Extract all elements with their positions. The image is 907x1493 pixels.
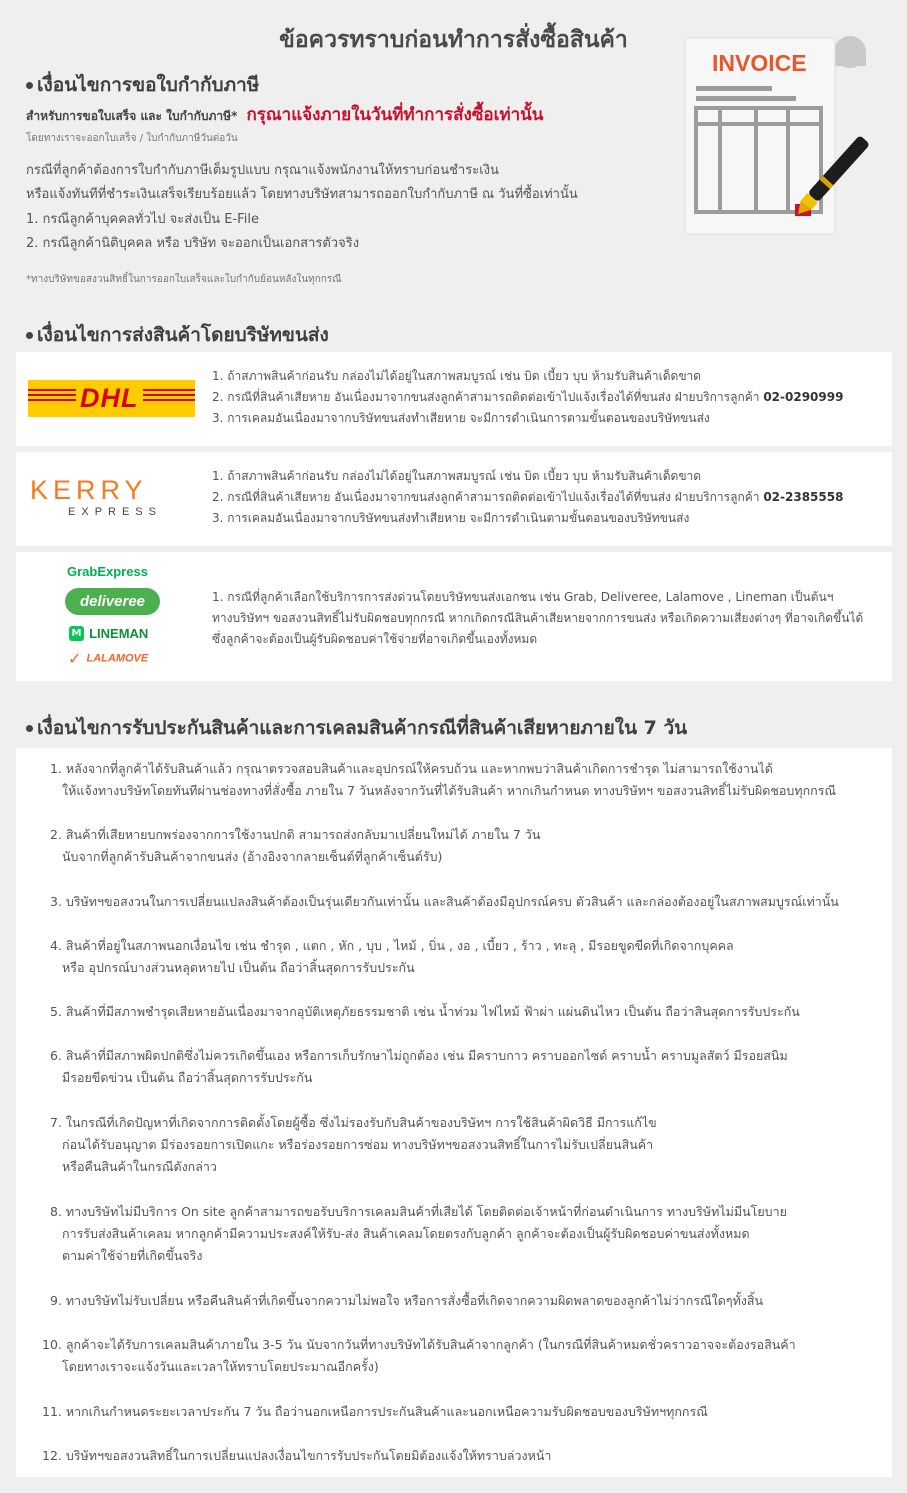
- tax-footnote: *ทางบริษัทขอสงวนสิทธิ์ในการออกใบเสร็จและใบกำกับย้อนหลังในทุกกรณี: [26, 274, 342, 285]
- carrier-line: 1. ถ้าสภาพสินค้าก่อนรับ กล่องไม่ได้อยู่ในสภาพสมบูรณ์ เช่น บิด เบี้ยว บุบ ห้ามรับสินค้าเด็ดขาด: [212, 469, 702, 483]
- carrier-line: 2. กรณีที่สินค้าเสียหาย อันเนื่องมาจากขนส่งลูกค้าสามารถติดต่อเข้าไปแจ้งเรื่องได้ที่ขนส่ง ฝ่ายบริการลูกค้า 02-2385558: [212, 490, 844, 504]
- bullet-dot: [26, 332, 33, 339]
- deliveree-logo: deliveree: [65, 588, 160, 615]
- tax-invoice-sub-note: โดยทางเราจะออกใบเสร็จ / ใบกำกับภาษีวันต่อวัน: [26, 133, 238, 144]
- shipping-heading: เงื่อนไขการส่งสินค้าโดยบริษัทขนส่ง: [26, 320, 329, 350]
- warranty-item: 3. บริษัทฯขอสงวนในการเปลี่ยนแปลงสินค้าต้องเป็นรุ่นเดียวกันเท่านั้น และสินค้าต้องมีอุปกรณ์ครบ ตัวสินค้า และกล่องต้องอยู่ในสภาพสมบูรณ์เท่านั้น: [50, 894, 839, 909]
- kerry-logo: [30, 476, 200, 518]
- warranty-item: 4. สินค้าที่อยู่ในสภาพนอกเงื่อนไข เช่น ชำรุด , แตก , หัก , บุบ , ไหม้ , บิ่น , งอ , เบี้ยว , ร้าว , ทะลุ , มีรอยขูดขีดที่เกิดจากบุคคล หรือ อุปกรณ์บางส่วนหลุดหายไป เป็นต้น ถือว่าสิ้นสุดการรับประกัน: [50, 938, 734, 975]
- invoice-label: INVOICE: [712, 50, 807, 76]
- tax-body-line: กรณีที่ลูกค้าต้องการใบกำกับภาษีเต็มรูปแบบ กรุณาแจ้งพนักงานให้ทราบก่อนชำระเงิน: [26, 163, 499, 178]
- dhl-logo: [28, 380, 195, 417]
- warranty-card: [16, 748, 892, 1477]
- lineman-icon: M: [69, 626, 84, 641]
- kerry-logo-sub: EXPRESS: [68, 506, 162, 518]
- invoice-illustration: [680, 34, 880, 239]
- request-label: สำหรับการขอใบเสร็จ และ ใบกำกับภาษี*: [26, 109, 238, 123]
- tax-body-line: 1. กรณีลูกค้าบุคคลทั่วไป จะส่งเป็น E-File: [26, 212, 259, 227]
- bullet-dot: [26, 82, 33, 89]
- kerry-phone: 02-2385558: [763, 490, 844, 504]
- carrier-card-kerry: [16, 452, 892, 546]
- carrier-line: 2. กรณีที่สินค้าเสียหาย อันเนื่องมาจากขนส่งลูกค้าสามารถติดต่อเข้าไปแจ้งเรื่องได้ที่ขนส่ง ฝ่ายบริการลูกค้า 02-0290999: [212, 390, 844, 404]
- warranty-item: 8. ทางบริษัทไม่มีบริการ On site ลูกค้าสามารถขอรับบริการเคลมสินค้าที่เสียได้ โดยติดต่อเจ้าหน้าที่ก่อนดำเนินการ ทางบริษัทไม่มีนโยบาย การรับส่งสินค้าเคลม หากลูกค้ามีความประสงค์ให้รับ-ส่ง สินค้าเคลมโดยตรงกับลูกค้า ลูกค้าจะต้องเป็นผู้รับผิดชอบค่าขนส่งทั้งหมด ตามค่าใช้จ่ายที่เกิดขึ้นจริง: [50, 1204, 787, 1263]
- lineman-logo: M LINEMAN: [69, 623, 148, 642]
- grabexpress-logo: GrabExpress: [67, 564, 148, 579]
- warranty-item: 10. ลูกค้าจะได้รับการเคลมสินค้าภายใน 3-5 วัน นับจากวันที่ทางบริษัทได้รับสินค้าจากลูกค้า (ในกรณีที่สินค้าหมดชั่วคราวอาจจะต้องรอสินค้า โดยทางเราจะแจ้งวันและเวลาให้ทราบโดยประมาณอีกครั้ง): [42, 1337, 796, 1374]
- lalamove-logo: ✓ LALAMOVE: [68, 649, 149, 668]
- warranty-item: 2. สินค้าที่เสียหายบกพร่องจากการใช้งานปกติ สามารถส่งกลับมาเปลี่ยนใหม่ได้ ภายใน 7 วัน นับจากที่ลูกค้ารับสินค้าจากขนส่ง (อ้างอิงจากลายเซ็นต์ที่ลูกค้าเซ็นต์รับ): [50, 827, 541, 864]
- dhl-logo-text: DHL: [76, 384, 143, 413]
- warranty-item: 9. ทางบริษัทไม่รับเปลี่ยน หรือคืนสินค้าที่เกิดขึ้นจากความไม่พอใจ หรือการสั่งซื้อที่เกิดจากความผิดพลาดของลูกค้าไม่ว่ากรณีใดๆทั้งสิ้น: [50, 1293, 764, 1308]
- warranty-item: 11. หากเกินกำหนดระยะเวลาประกัน 7 วัน ถือว่านอกเหนือการประกันสินค้าและนอกเหนือความรับผิดชอบของบริษัทฯทุกกรณี: [42, 1404, 708, 1419]
- dhl-phone: 02-0290999: [763, 390, 844, 404]
- tax-body-line: หรือแจ้งทันทีที่ชำระเงินเสร็จเรียบร้อยแล้ว โดยทางบริษัทสามารถออกใบกำกับภาษี ณ วันที่ซื้อเท่านั้น: [26, 187, 578, 202]
- bullet-dot: [26, 725, 33, 732]
- carrier-line: ซึ่งลูกค้าจะต้องเป็นผู้รับผิดชอบค่าใช้จ่ายที่อาจเกิดขึ้นเองทั้งหมด: [212, 632, 538, 646]
- tax-invoice-heading: เงื่อนไขการขอใบกำกับภาษี: [26, 70, 259, 100]
- warranty-heading: เงื่อนไขการรับประกันสินค้าและการเคลมสินค้ากรณีที่สินค้าเสียหายภายใน 7 วัน: [26, 713, 687, 743]
- carrier-card-dhl: [16, 352, 892, 446]
- warranty-item: 1. หลังจากที่ลูกค้าได้รับสินค้าแล้ว กรุณาตรวจสอบสินค้าและอุปกรณ์ให้ครบถ้วน และหากพบว่าสินค้าเกิดการชำรุด ไม่สามารถใช้งานได้ ให้แจ้งทางบริษัทโดยทันทีผ่านช่องทางที่สั่งซื้อ ภายใน 7 วันหลังจากวันที่ได้รับสินค้า หากเกินกำหนด ทางบริษัทฯ ขอสงวนสิทธิ์ไม่รับผิดชอบทุกกรณี: [50, 761, 837, 798]
- carrier-line: ทางบริษัทฯ ขอสงวนสิทธิ์ไม่รับผิดชอบทุกกรณี หากเกิดกรณีสินค้าเสียหายจากการขนส่ง หรือเกิดความเสี่ยงต่างๆ ที่อาจเกิดขึ้นได้: [212, 611, 864, 625]
- carrier-card-express: [16, 552, 892, 681]
- carrier-line: 1. ถ้าสภาพสินค้าก่อนรับ กล่องไม่ได้อยู่ในสภาพสมบูรณ์ เช่น บิด เบี้ยว บุบ ห้ามรับสินค้าเด็ดขาด: [212, 369, 702, 383]
- warranty-item: 6. สินค้าที่มีสภาพผิดปกติซึ่งไม่ควรเกิดขึ้นเอง หรือการเก็บรักษาไม่ถูกต้อง เช่น มีคราบกาว คราบออกไซด์ คราบน้ำ คราบมูลสัตว์ มีรอยสนิม มีรอยขีดข่วน เป็นต้น ถือว่าสิ้นสุดการรับประกัน: [50, 1048, 788, 1085]
- carrier-line: 3. การเคลมอันเนื่องมาจากบริษัทขนส่งทำเสียหาย จะมีการดำเนินตามขั้นตอนของบริษัทขนส่ง: [212, 511, 690, 525]
- kerry-logo-text: KERRY: [30, 475, 148, 505]
- warranty-item: 7. ในกรณีที่เกิดปัญหาที่เกิดจากการติดตั้งโดยผู้ซื้อ ซึ่งไม่รองรับกับสินค้าของบริษัทฯ การใช้สินค้าผิดวิธี มีการแก้ไข ก่อนได้รับอนุญาต มีร่องรอยการเปิดแกะ หรือร่องรอยการซ่อม ทางบริษัทฯขอสงวนสิทธิ์ในการไม่รับเปลี่ยนสินค้า หรือคืนสินค้าในกรณีดังกล่าว: [50, 1115, 657, 1174]
- page-title: ข้อควรทราบก่อนทำการสั่งซื้อสินค้า: [279, 27, 628, 53]
- warranty-item: 5. สินค้าที่มีสภาพชำรุดเสียหายอันเนื่องมาจากอุบัติเหตุภัยธรรมชาติ เช่น น้ำท่วม ไฟไหม้ ฟ้าผ่า แผ่นดินไหว เป็นต้น ถือว่าสินสุดการรับประกัน: [50, 1004, 800, 1019]
- tax-invoice-request: [26, 101, 543, 128]
- lalamove-icon: ✓: [68, 649, 82, 668]
- warranty-item: 12. บริษัทฯขอสงวนสิทธิ์ในการเปลี่ยนแปลงเงื่อนไขการรับประกันโดยมิต้องแจ้งให้ทราบล่วงหน้า: [42, 1448, 552, 1463]
- carrier-line: 3. การเคลมอันเนื่องมาจากบริษัทขนส่งทำเสียหาย จะมีการดำเนินการตามขั้นตอนของบริษัทขนส่ง: [212, 411, 710, 425]
- carrier-line: 1. กรณีที่ลูกค้าเลือกใช้บริการการส่งด่วนโดยบริษัทขนส่งเอกชน เช่น Grab, Deliveree, Lalamove , Lineman เป็นต้นฯ: [212, 590, 834, 604]
- request-note: กรุณาแจ้งภายในวันที่ทำการสั่งซื้อเท่านั้น: [246, 105, 544, 125]
- tax-body-line: 2. กรณีลูกค้านิติบุคคล หรือ บริษัท จะออกเป็นเอกสารตัวจริง: [26, 236, 360, 251]
